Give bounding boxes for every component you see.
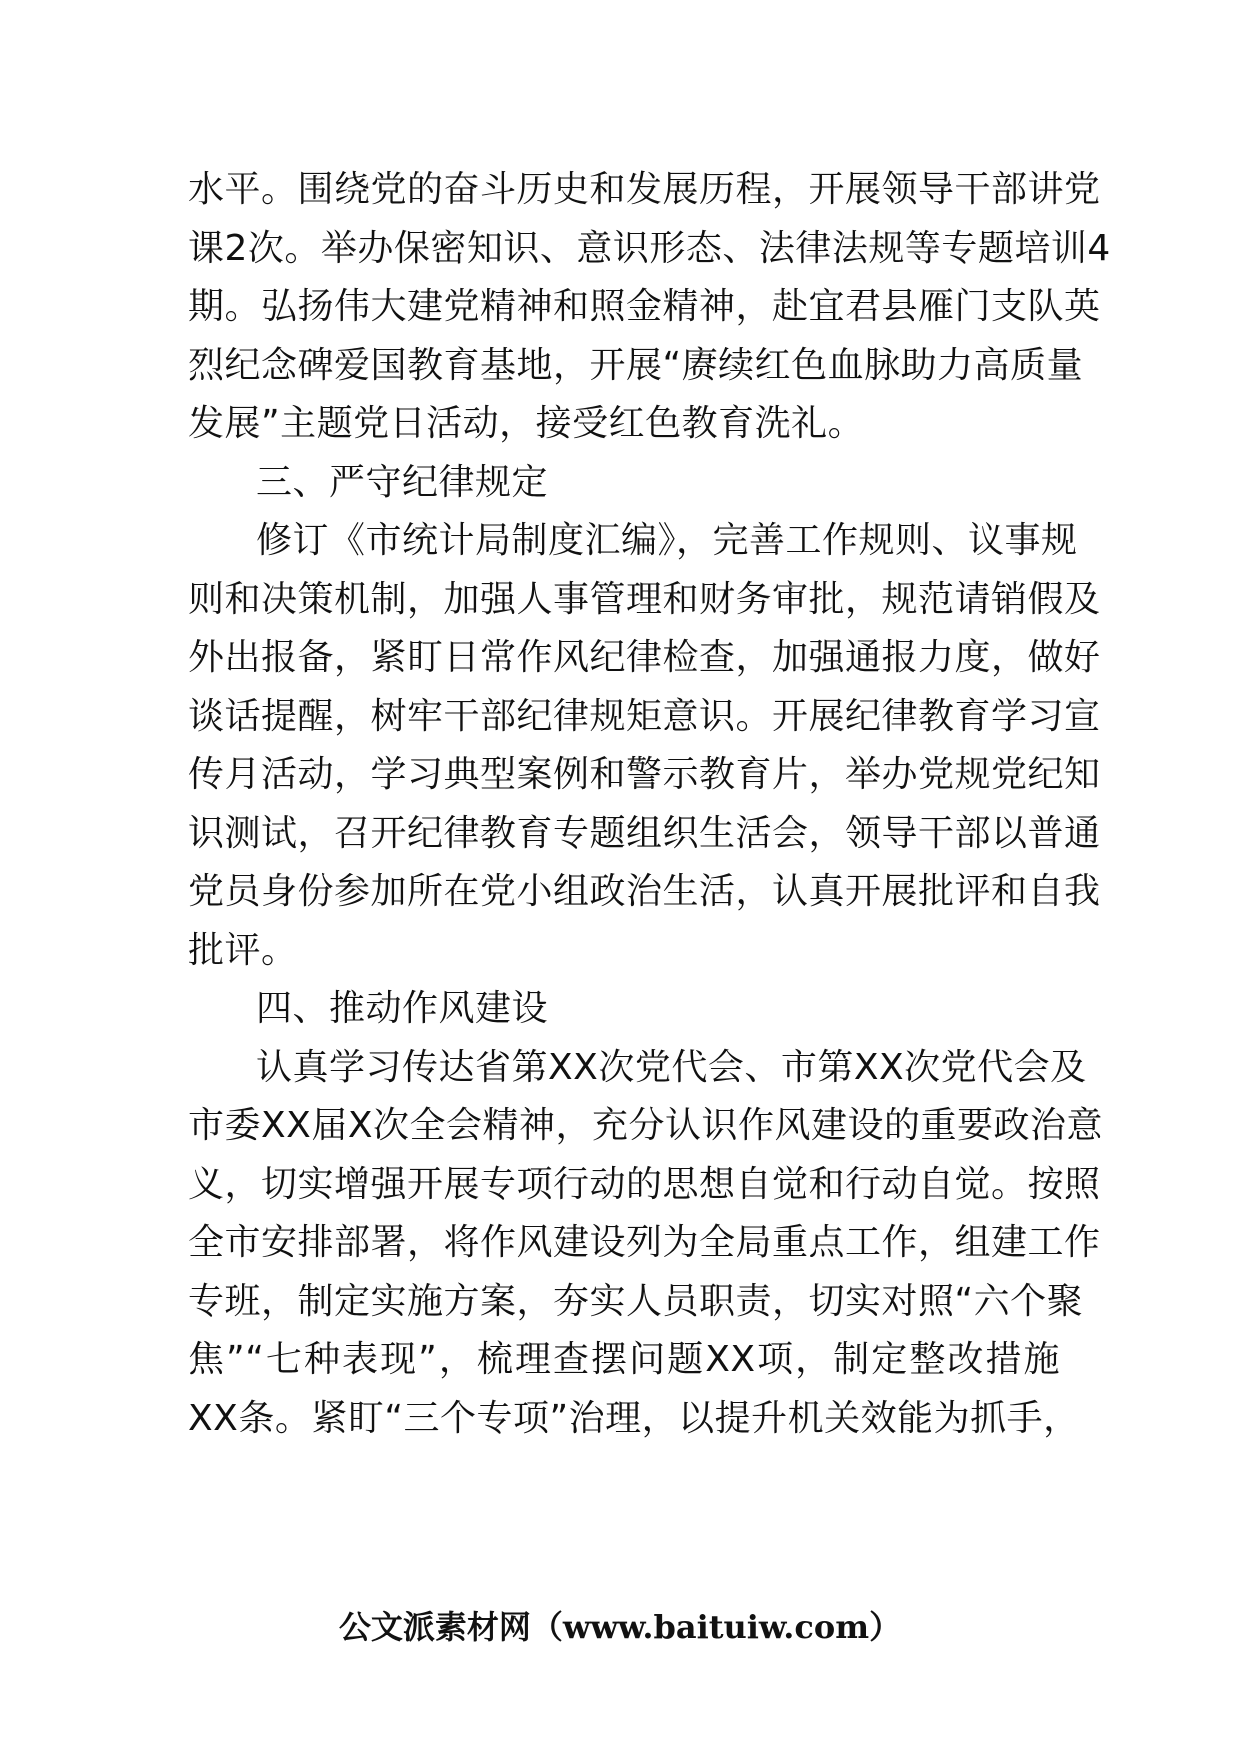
document-line: 市委XX届X次全会精神，充分认识作风建设的重要政治意: [188, 1105, 1103, 1146]
document-line: 发展”主题党日活动，接受红色教育洗礼。: [188, 403, 865, 444]
document-line: 水平。围绕党的奋斗历史和发展历程，开展领导干部讲党: [188, 169, 1101, 210]
document-line: 全市安排部署，将作风建设列为全局重点工作，组建工作: [188, 1222, 1101, 1263]
document-line: 烈纪念碑爱国教育基地，开展“赓续红色血脉助力高质量: [188, 344, 1084, 386]
document-line: 则和决策机制，加强人事管理和财务审批，规范请销假及: [188, 578, 1101, 620]
document-line: 修订《市统计局制度汇编》，完善工作规则、议事规: [256, 520, 1078, 561]
document-line: 党员身份参加所在党小组政治生活，认真开展批评和自我: [188, 871, 1101, 912]
document-line: 义，切实增强开展专项行动的思想自觉和行动自觉。按照: [188, 1163, 1101, 1205]
document-line: 外出报备，紧盯日常作风纪律检查，加强通报力度，做好: [188, 637, 1101, 678]
document-line: 专班，制定实施方案，夯实人员职责，切实对照“六个聚: [188, 1280, 1084, 1322]
footer-watermark: 公文派素材网（www.baituiw.com）: [338, 1608, 902, 1646]
document-line: 课2次。举办保密知识、意识形态、法律法规等专题培训4: [188, 227, 1111, 269]
document-line: 传月活动，学习典型案例和警示教育片，举办党规党纪知: [188, 754, 1101, 795]
document-line: 焦”“七种表现”，梳理查摆问题XX项，制定整改措施: [188, 1339, 1060, 1380]
document-line: 四、推动作风建设: [256, 988, 549, 1029]
document-line: 三、严守纪律规定: [256, 461, 549, 503]
document-line: 批评。: [188, 929, 298, 971]
document-line: 认真学习传达省第XX次党代会、市第XX次党代会及: [256, 1046, 1087, 1088]
document-line: 识测试，召开纪律教育专题组织生活会，领导干部以普通: [188, 812, 1101, 854]
document-line: 期。弘扬伟大建党精神和照金精神，赴宜君县雁门支队英: [188, 286, 1101, 327]
document-line: XX条。紧盯“三个专项”治理，以提升机关效能为抓手，: [188, 1397, 1080, 1439]
document-line: 谈话提醒，树牢干部纪律规矩意识。开展纪律教育学习宣: [188, 695, 1101, 737]
